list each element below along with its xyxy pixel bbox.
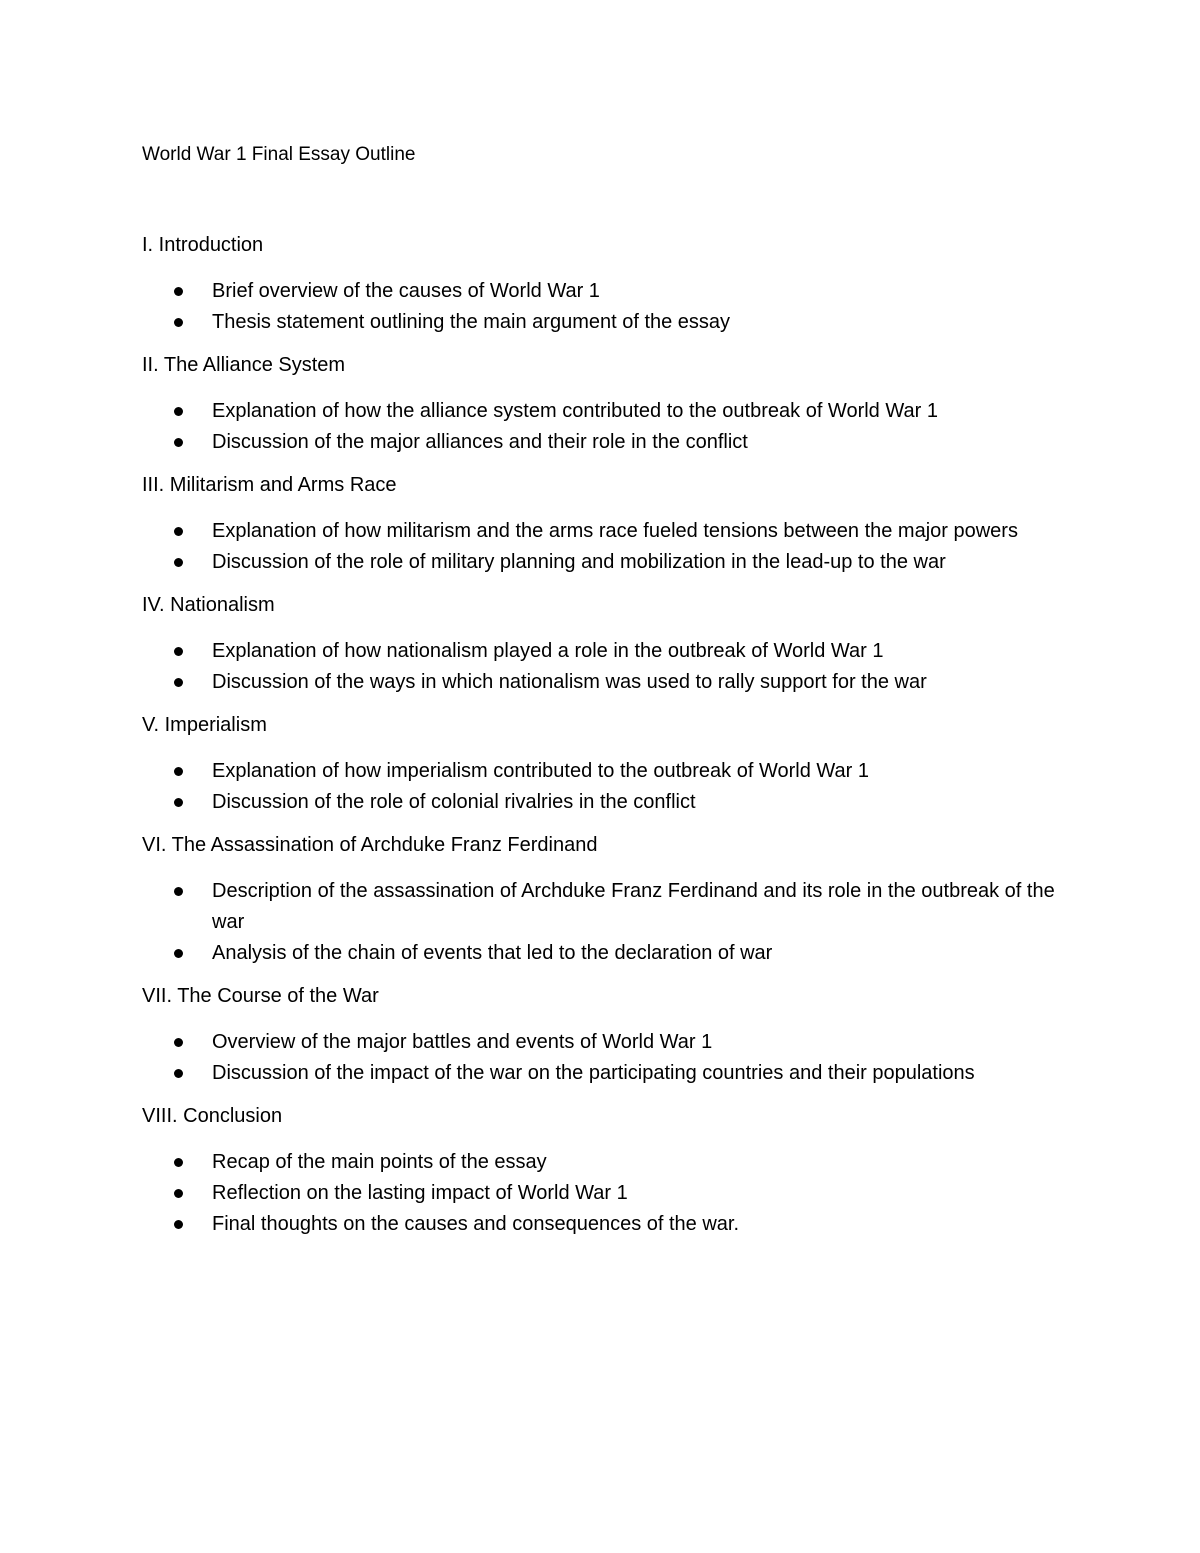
section-heading: II. The Alliance System xyxy=(142,354,346,376)
document-title: World War 1 Final Essay Outline xyxy=(142,144,416,165)
bullet-item xyxy=(142,516,1082,547)
bullet-icon xyxy=(174,558,183,567)
bullet-text: Description of the assassination of Archduke Franz Ferdinand and its role in the outbreak of the war xyxy=(212,880,1055,933)
bullet-icon xyxy=(174,887,183,896)
bullet-text: Thesis statement outlining the main argument of the essay xyxy=(212,311,731,333)
outline-section xyxy=(142,230,1082,338)
bullet-list xyxy=(142,1147,1082,1240)
bullet-text: Reflection on the lasting impact of World War 1 xyxy=(212,1182,628,1204)
bullet-item xyxy=(142,547,1082,578)
bullet-text: Final thoughts on the causes and consequences of the war. xyxy=(212,1213,740,1235)
bullet-item xyxy=(142,276,1082,307)
outline-section xyxy=(142,590,1082,698)
bullet-text: Discussion of the role of colonial rivalries in the conflict xyxy=(212,791,696,813)
section-heading: V. Imperialism xyxy=(142,714,267,736)
bullet-icon xyxy=(174,1069,183,1078)
section-heading: VI. The Assassination of Archduke Franz Ferdinand xyxy=(142,834,598,856)
section-heading: I. Introduction xyxy=(142,234,264,256)
bullet-list xyxy=(142,636,1082,698)
bullet-list xyxy=(142,396,1082,458)
bullet-item xyxy=(142,1027,1082,1058)
bullet-text: Brief overview of the causes of World War 1 xyxy=(212,280,600,302)
bullet-icon xyxy=(174,767,183,776)
bullet-item xyxy=(142,756,1082,787)
bullet-icon xyxy=(174,527,183,536)
section-heading: III. Militarism and Arms Race xyxy=(142,474,397,496)
bullet-list xyxy=(142,516,1082,578)
bullet-text: Discussion of the impact of the war on the participating countries and their populations xyxy=(212,1062,975,1084)
outline-section xyxy=(142,470,1082,578)
outline-section xyxy=(142,830,1082,969)
bullet-text: Discussion of the ways in which nationalism was used to rally support for the war xyxy=(212,671,927,693)
outline-section xyxy=(142,350,1082,458)
bullet-text: Discussion of the major alliances and their role in the conflict xyxy=(212,431,748,453)
bullet-icon xyxy=(174,287,183,296)
bullet-text: Explanation of how the alliance system contributed to the outbreak of World War 1 xyxy=(212,400,938,422)
bullet-text: Explanation of how imperialism contributed to the outbreak of World War 1 xyxy=(212,760,869,782)
bullet-item xyxy=(142,636,1082,667)
bullet-icon xyxy=(174,949,183,958)
bullet-icon xyxy=(174,318,183,327)
outline-section xyxy=(142,1101,1082,1240)
section-heading: VII. The Course of the War xyxy=(142,985,379,1007)
bullet-list xyxy=(142,876,1082,969)
bullet-list xyxy=(142,756,1082,818)
bullet-text: Explanation of how militarism and the arms race fueled tensions between the major powers xyxy=(212,520,1018,542)
section-heading: IV. Nationalism xyxy=(142,594,275,616)
bullet-text: Overview of the major battles and events of World War 1 xyxy=(212,1031,713,1053)
bullet-icon xyxy=(174,798,183,807)
bullet-list xyxy=(142,1027,1082,1089)
bullet-item xyxy=(142,938,1082,969)
outline-section xyxy=(142,710,1082,818)
bullet-item xyxy=(142,1178,1082,1209)
bullet-text: Explanation of how nationalism played a role in the outbreak of World War 1 xyxy=(212,640,884,662)
outline-section xyxy=(142,981,1082,1089)
section-heading: VIII. Conclusion xyxy=(142,1105,283,1127)
bullet-icon xyxy=(174,438,183,447)
bullet-item xyxy=(142,1058,1082,1089)
bullet-item xyxy=(142,396,1082,427)
bullet-icon xyxy=(174,647,183,656)
bullet-item xyxy=(142,667,1082,698)
bullet-text: Analysis of the chain of events that led to the declaration of war xyxy=(212,942,773,964)
outline-sections xyxy=(142,230,1082,1252)
bullet-icon xyxy=(174,678,183,687)
bullet-item xyxy=(142,307,1082,338)
bullet-icon xyxy=(174,1038,183,1047)
bullet-text: Recap of the main points of the essay xyxy=(212,1151,547,1173)
bullet-item xyxy=(142,1147,1082,1178)
bullet-text: Discussion of the role of military planning and mobilization in the lead-up to the war xyxy=(212,551,946,573)
bullet-item xyxy=(142,876,1082,938)
bullet-item xyxy=(142,787,1082,818)
bullet-icon xyxy=(174,407,183,416)
bullet-icon xyxy=(174,1189,183,1198)
bullet-icon xyxy=(174,1158,183,1167)
bullet-item xyxy=(142,427,1082,458)
bullet-item xyxy=(142,1209,1082,1240)
bullet-list xyxy=(142,276,1082,338)
bullet-icon xyxy=(174,1220,183,1229)
